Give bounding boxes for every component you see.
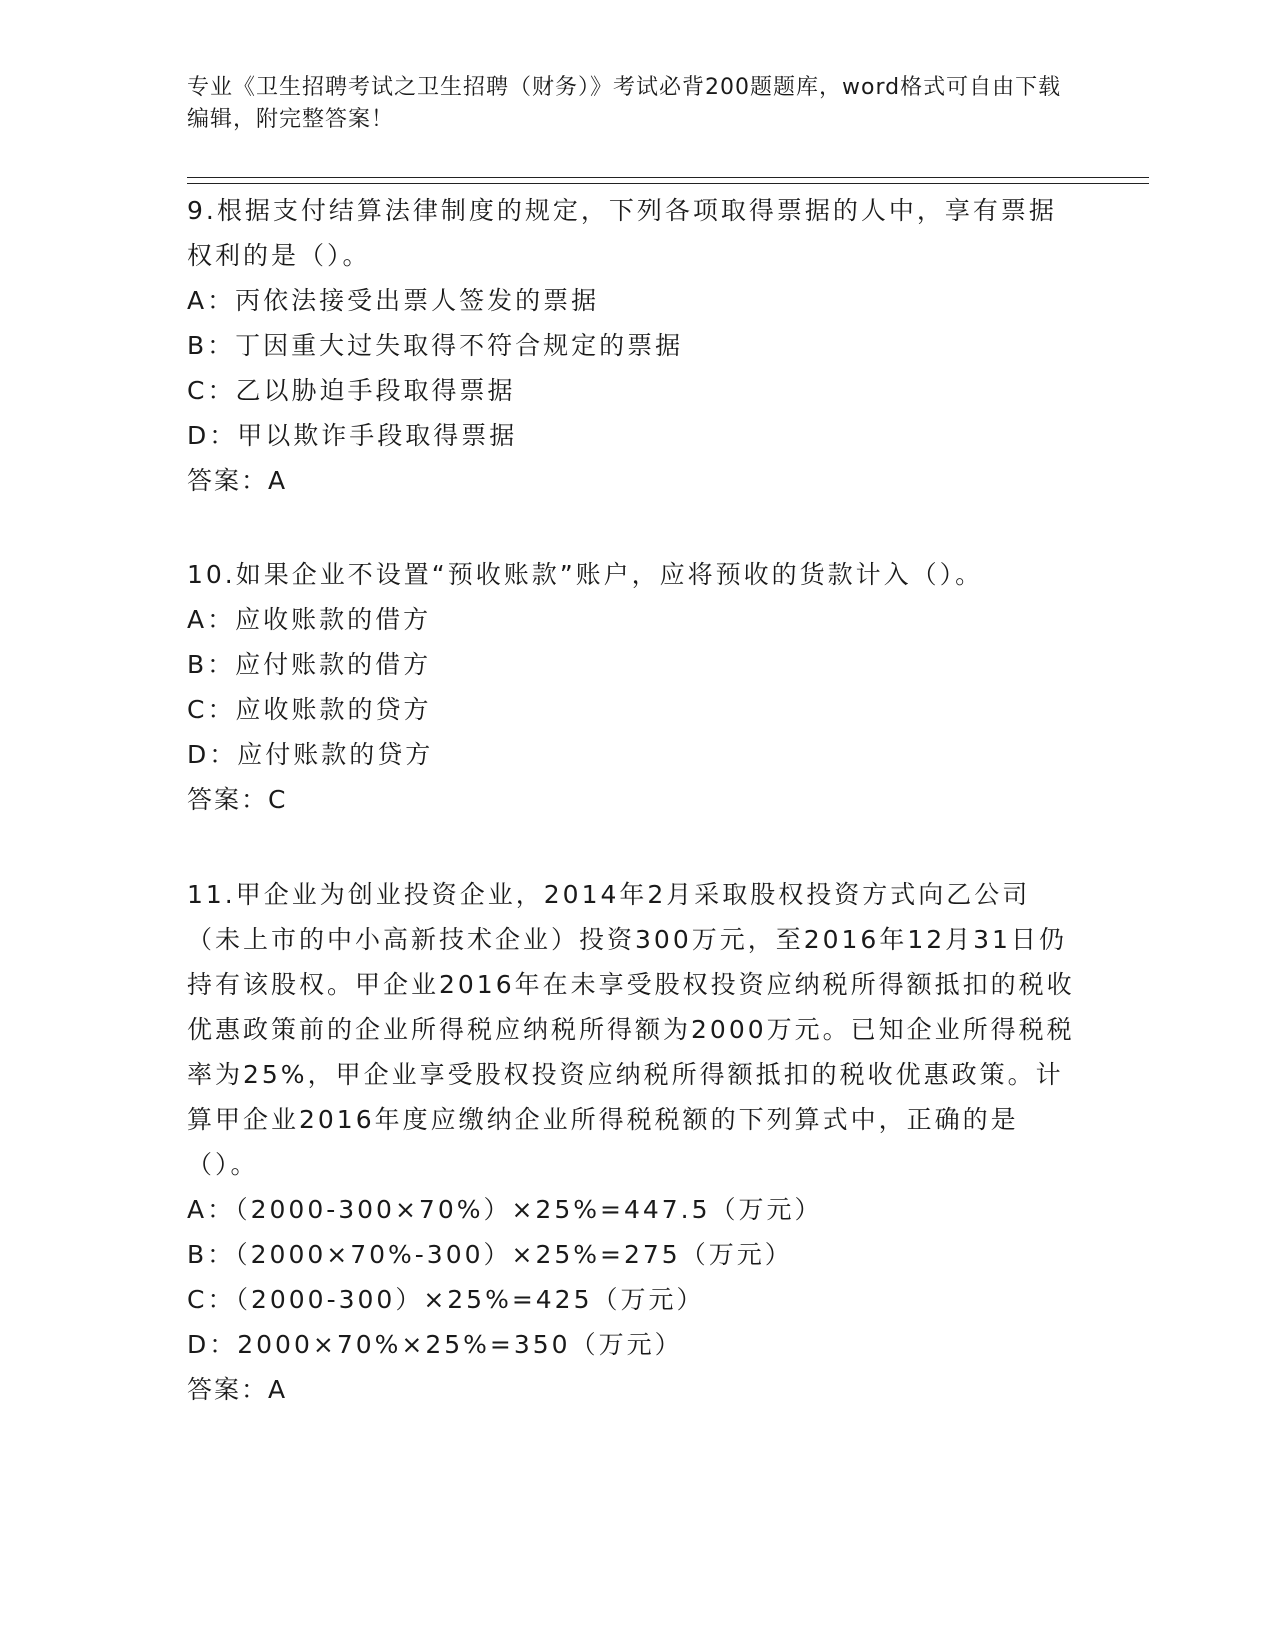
option-d: D：应付账款的贷方 <box>187 740 434 769</box>
question-10 <box>187 552 1077 822</box>
option-b: B：（2000×70%-300）×25%=275（万元） <box>187 1240 793 1269</box>
question-stem: 10.如果企业不设置“预收账款”账户，应将预收的货款计入（）。 <box>187 560 984 589</box>
question-stem: 11.甲企业为创业投资企业，2014年2月采取股权投资方式向乙公司（未上市的中小高新技术企业）投资300万元，至2016年12月31日仍持有该股权。甲企业2016年在未享受股权投资应纳税所得额抵扣的税收优惠政策前的企业所得税应纳税所得额为2000万元。已知企业所得税税率为25%，甲企业享受股权投资应纳税所得额抵扣的税收优惠政策。计算甲企业2016年度应缴纳企业所得税税额的下列算式中，正确的是（）。 <box>187 880 1075 1179</box>
option-d: D：2000×70%×25%=350（万元） <box>187 1330 683 1359</box>
header-divider-bottom <box>187 183 1149 184</box>
option-a: A：（2000-300×70%）×25%=447.5（万元） <box>187 1195 823 1224</box>
answer: 答案：A <box>187 466 288 495</box>
question-9 <box>187 188 1077 503</box>
answer: 答案：A <box>187 1375 288 1404</box>
answer: 答案：C <box>187 785 288 814</box>
question-stem: 9.根据支付结算法律制度的规定，下列各项取得票据的人中，享有票据权利的是（）。 <box>187 196 1057 270</box>
option-d: D：甲以欺诈手段取得票据 <box>187 421 518 450</box>
option-b: B：应付账款的借方 <box>187 650 432 679</box>
option-c: C：（2000-300）×25%=425（万元） <box>187 1285 705 1314</box>
document-intro: 专业《卫生招聘考试之卫生招聘（财务）》考试必背200题题库，word格式可自由下载编辑，附完整答案！ <box>187 75 1062 132</box>
option-c: C：乙以胁迫手段取得票据 <box>187 376 516 405</box>
header-divider-top <box>187 177 1149 178</box>
option-a: A：应收账款的借方 <box>187 605 432 634</box>
option-b: B：丁因重大过失取得不符合规定的票据 <box>187 331 684 360</box>
option-a: A：丙依法接受出票人签发的票据 <box>187 286 600 315</box>
option-c: C：应收账款的贷方 <box>187 695 432 724</box>
question-11 <box>187 872 1077 1412</box>
